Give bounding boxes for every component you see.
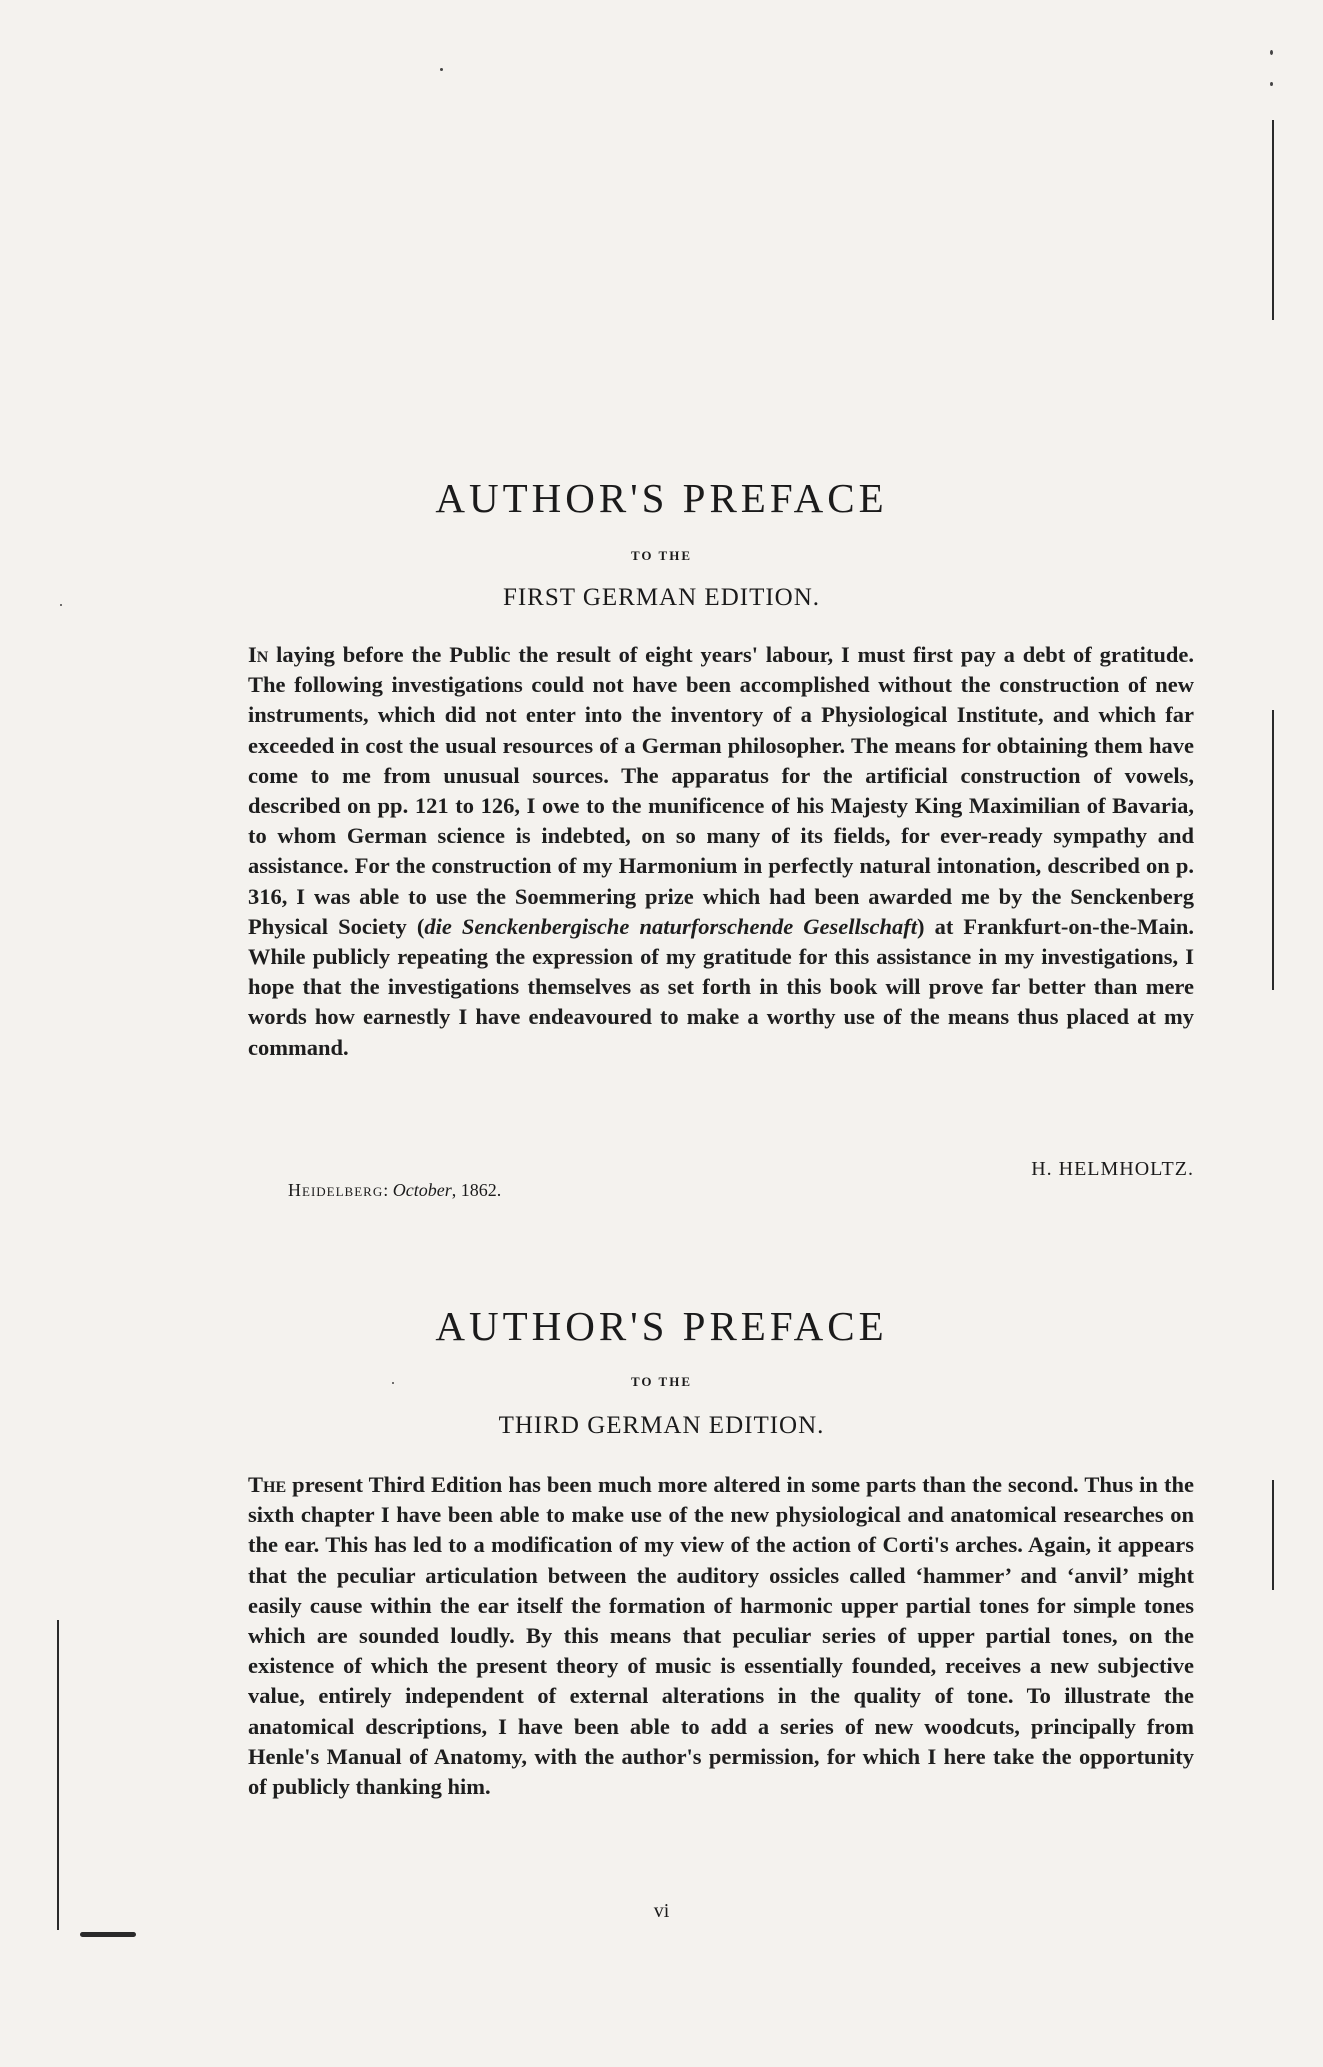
scan-speck [392, 1382, 394, 1384]
place-date [288, 1180, 501, 1201]
first-preface-text-part1: laying before the Public the result of eight years' labour, I must first pay a debt of gratitude. The following investigations could not have been accomplished without the construction of new instruments, which did not enter into the inventory of a Physiological Institute, and which far exceeded in cost the usual resources of a German philosopher. The means for obtaining them have come to me from unusual sources. The apparatus for the artificial construction of vowels, described on pp. 121 to 126, I owe to the munificence of his Majesty King Maximilian of Bavaria, to whom German science is indebted, on so many of its fields, for ever-ready sympathy and assistance. For the construction of my Harmonium in perfectly natural intonation, described on p. 316, I was able to use the Soemmering prize which had been awarded me by the Senckenberg Physical Society ( [248, 642, 1194, 939]
first-preface-title: AUTHOR'S PREFACE [435, 475, 888, 521]
scan-speck [60, 604, 62, 606]
place-colon: : [383, 1180, 393, 1200]
scan-edge-line-top [1272, 120, 1274, 320]
first-preface-to-the: TO THE [630, 548, 693, 563]
third-preface-edition: THIRD GERMAN EDITION. [498, 1412, 825, 1439]
year-text: , 1862. [451, 1180, 502, 1200]
scan-edge-line-left [57, 1620, 59, 1930]
third-preface-paragraph [248, 1470, 1194, 1802]
scan-speck [1270, 50, 1273, 55]
month-name: October [392, 1180, 452, 1200]
place-name: Heidelberg [288, 1180, 384, 1200]
third-preface-title: AUTHOR'S PREFACE [435, 1303, 888, 1349]
scan-mark-bottom-left [80, 1932, 136, 1937]
scan-speck [440, 68, 443, 71]
third-preface-text: present Third Edition has been much more altered in some parts than the second. Thus in the sixth chapter I have been able to make use of the new physiological and anatomical researches on the ear. This has led to a modification of my view of the action of Corti's arches. Again, it appears that the peculiar articulation between the auditory ossicles called ‘hammer’ and ‘anvil’ might easily cause within the ear itself the formation of harmonic upper partial tones for simple tones which are sounded loudly. By this means that peculiar series of upper partial tones, on the existence of which the present theory of music is essentially founded, receives a new subjective value, entirely independent of external alterations in the quality of tone. To illustrate the anatomical descriptions, I have been able to add a series of new woodcuts, principally from Henle's Manual of Anatomy, with the author's permission, for which I here take the opportunity of publicly thanking him. [248, 1472, 1194, 1800]
first-preface-society-name: die Senckenbergische naturforschende Gesellschaft [424, 913, 918, 939]
first-preface-edition: FIRST GERMAN EDITION. [502, 584, 821, 611]
scan-edge-line-lower [1272, 1480, 1274, 1590]
first-preface-text-part2: ) at Frankfurt-on-the-Main. While publicly repeating the expression of my gratitude for this assistance in my investigations, I hope that the investigations themselves as set forth in this book will prove far better than mere words how earnestly I have endeavoured to make a worthy use of the means thus placed at my command. [248, 913, 1194, 1060]
author-signature: H. HELMHOLTZ. [1031, 1158, 1194, 1180]
scan-edge-line-mid [1272, 710, 1274, 990]
third-preface-lead-word: The [248, 1472, 287, 1497]
first-preface-paragraph [248, 640, 1194, 1063]
first-preface-lead-word: In [248, 642, 269, 667]
third-preface-to-the: TO THE [630, 1374, 693, 1389]
scan-speck [1270, 82, 1273, 86]
page-number: vi [653, 1900, 670, 1922]
